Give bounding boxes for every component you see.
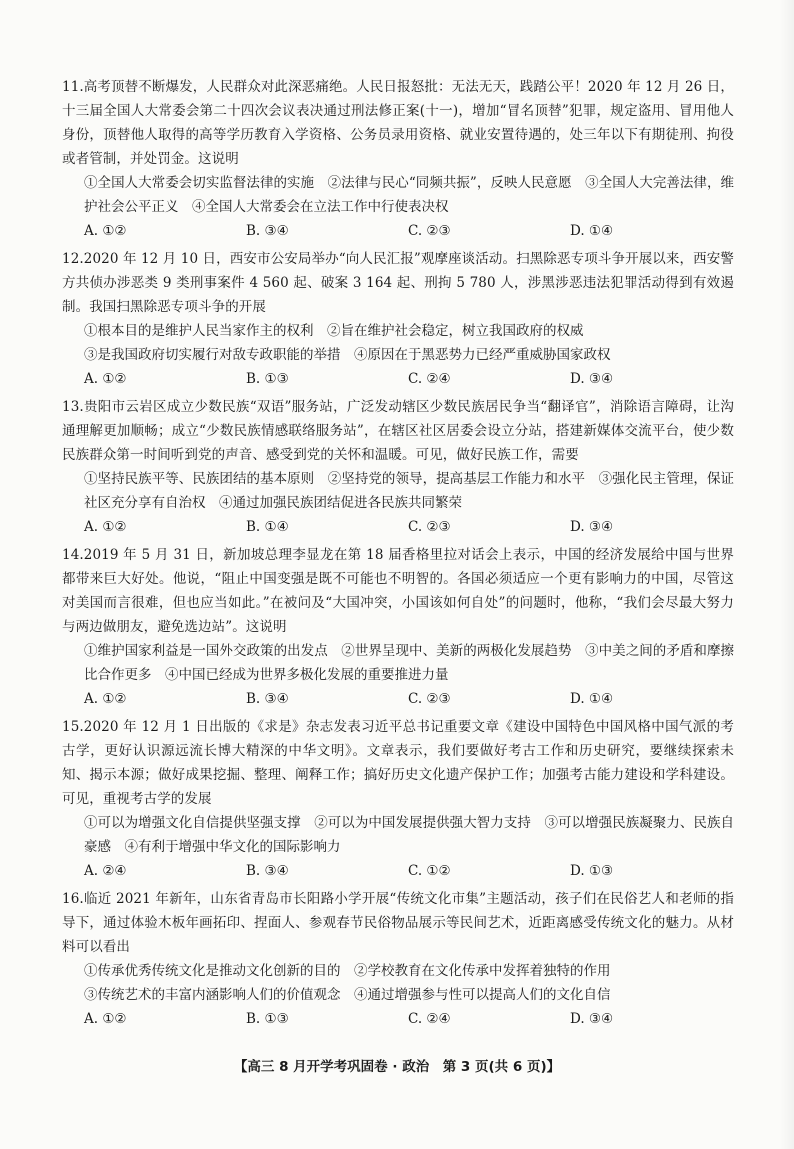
option-a[interactable]: A. ①② (84, 519, 127, 535)
option-d[interactable]: D. ①④ (570, 691, 614, 707)
question-text: 2020 年 12 月 1 日出版的《求是》杂志发表习近平总书记重要文章《建设中国特色中国风格中国气派的考古学，更好认识源远流长博大精深的中华文明》。文章表示，我们要做好考古工作和历史研究，要继续探索未知、揭示本源；做好成果挖掘、整理、阐释工作；搞好历史文化遗产保护工作；加强考古能力建设和学科建设。可见，重视考古学的发展 (62, 719, 734, 807)
statement-line: ③是我国政府切实履行对敌专政职能的举措 ④原因在于黑恶势力已经严重威胁国家政权 (84, 347, 611, 363)
question-text: 贵阳市云岩区成立少数民族“双语”服务站，广泛发动辖区少数民族居民争当“翻译官”，消除语言障碍，让沟通理解更加顺畅；成立“少数民族情感联络服务站”，在辖区社区居委会设立分站，搭建新媒体交流平台，使少数民族群众第一时间听到党的声音、感受到党的关怀和温暖。可见，做好民族工作，需要 (62, 399, 734, 463)
question-14 (62, 543, 734, 711)
question-stem (62, 395, 734, 467)
question-15 (62, 715, 734, 883)
question-text: 高考顶替不断爆发，人民群众对此深恶痛绝。人民日报怒批：无法无天，践踏公平！2020 年 12 月 26 日，十三届全国人大常委会第二十四次会议表决通过刑法修正案(十一)，增加“冒名顶替”犯罪，规定盗用、冒用他人身份，顶替他人取得的高等学历教育入学资格、公务员录用资格、就业安置待遇的，处三年以下有期徒刑、拘役或者管制，并处罚金。这说明 (62, 79, 734, 167)
question-13 (62, 395, 734, 539)
scan-edge-shadow (780, 0, 794, 1149)
question-stem (62, 247, 734, 319)
answer-options (62, 1007, 734, 1031)
answer-options (62, 687, 734, 711)
option-c[interactable]: C. ②④ (408, 1011, 451, 1027)
option-b[interactable]: B. ①④ (246, 519, 289, 535)
statement-line: ①维护国家利益是一国外交政策的出发点 ②世界呈现中、美新的两极化发展趋势 ③中美之间的矛盾和摩擦比合作更多 ④中国已经成为世界多极化发展的重要推进力量 (84, 643, 734, 683)
answer-options (62, 859, 734, 883)
question-text: 2019 年 5 月 31 日，新加坡总理李显龙在第 18 届香格里拉对话会上表示，中国的经济发展给中国与世界都带来巨大好处。他说，“阻止中国变强是既不可能也不明智的。各国必须适应一个更有影响力的中国，尽管这对美国而言很难，但也应当如此。”在被问及“大国冲突，小国该如何自处”的问题时，他称，“我们会尽最大努力与两边做朋友，避免选边站”。这说明 (62, 547, 734, 635)
page-footer: 【高三 8 月开学考巩固卷 · 政治 第 3 页(共 6 页)】 (233, 1059, 561, 1075)
question-text: 2020 年 12 月 10 日，西安市公安局举办“向人民汇报”观摩座谈活动。扫黑除恶专项斗争开展以来，西安警方共侦办涉恶类 9 类刑事案件 4 560 起、破案 3 164 起、刑拘 5 780 人，涉黑涉恶违法犯罪活动得到有效遏制。我国扫黑除恶专项斗争的开展 (62, 251, 734, 315)
question-number: 16. (62, 891, 84, 907)
option-a[interactable]: A. ①② (84, 223, 127, 239)
option-b[interactable]: B. ③④ (246, 691, 289, 707)
statement-line: ①坚持民族平等、民族团结的基本原则 ②坚持党的领导，提高基层工作能力和水平 ③强化民主管理，保证社区充分享有自治权 ④通过加强民族团结促进各民族共同繁荣 (84, 471, 734, 511)
answer-options (62, 367, 734, 391)
question-12 (62, 247, 734, 391)
statement-line: ①传承优秀传统文化是推动文化创新的目的 ②学校教育在文化传承中发挥着独特的作用 (84, 963, 611, 979)
option-a[interactable]: A. ①② (84, 691, 127, 707)
statement-line: ①可以为增强文化自信提供坚强支撑 ②可以为中国发展提供强大智力支持 ③可以增强民族凝聚力、民族自豪感 ④有利于增强中华文化的国际影响力 (84, 815, 734, 855)
option-d[interactable]: D. ③④ (570, 371, 614, 387)
question-16 (62, 887, 734, 1031)
option-c[interactable]: C. ①② (408, 863, 451, 879)
option-d[interactable]: D. ③④ (570, 519, 614, 535)
option-d[interactable]: D. ③④ (570, 1011, 614, 1027)
statement-line: ③传统艺术的丰富内涵影响人们的价值观念 ④通过增强参与性可以提高人们的文化自信 (84, 987, 611, 1003)
question-number: 12. (62, 251, 84, 267)
question-number: 15. (62, 719, 84, 735)
option-c[interactable]: C. ②③ (408, 691, 451, 707)
option-b[interactable]: B. ③④ (246, 863, 289, 879)
statement-line: ①根本目的是维护人民当家作主的权利 ②旨在维护社会稳定，树立我国政府的权威 (84, 323, 584, 339)
question-stem (62, 75, 734, 171)
option-b[interactable]: B. ①③ (246, 371, 289, 387)
option-b[interactable]: B. ③④ (246, 223, 289, 239)
option-d[interactable]: D. ①④ (570, 223, 614, 239)
option-c[interactable]: C. ②④ (408, 371, 451, 387)
option-c[interactable]: C. ②③ (408, 223, 451, 239)
question-11 (62, 75, 734, 243)
question-number: 13. (62, 399, 84, 415)
option-a[interactable]: A. ①② (84, 1011, 127, 1027)
question-number: 11. (62, 79, 84, 95)
option-c[interactable]: C. ②③ (408, 519, 451, 535)
question-list (62, 75, 734, 1035)
option-a[interactable]: A. ②④ (84, 863, 127, 879)
statement-line: ①全国人大常委会切实监督法律的实施 ②法律与民心“同频共振”，反映人民意愿 ③全国人大完善法律，维护社会公平正义 ④全国人大常委会在立法工作中行使表决权 (84, 175, 734, 215)
option-b[interactable]: B. ①③ (246, 1011, 289, 1027)
question-stem (62, 887, 734, 959)
option-a[interactable]: A. ①② (84, 371, 127, 387)
question-text: 临近 2021 年新年，山东省青岛市长阳路小学开展“传统文化市集”主题活动，孩子们在民俗艺人和老师的指导下，通过体验木板年画拓印、捏面人、参观春节民俗物品展示等民间艺术，近距离感受传统文化的魅力。从材料可以看出 (62, 891, 734, 955)
question-stem (62, 715, 734, 811)
answer-options (62, 515, 734, 539)
answer-options (62, 219, 734, 243)
question-stem (62, 543, 734, 639)
question-number: 14. (62, 547, 84, 563)
option-d[interactable]: D. ①③ (570, 863, 614, 879)
